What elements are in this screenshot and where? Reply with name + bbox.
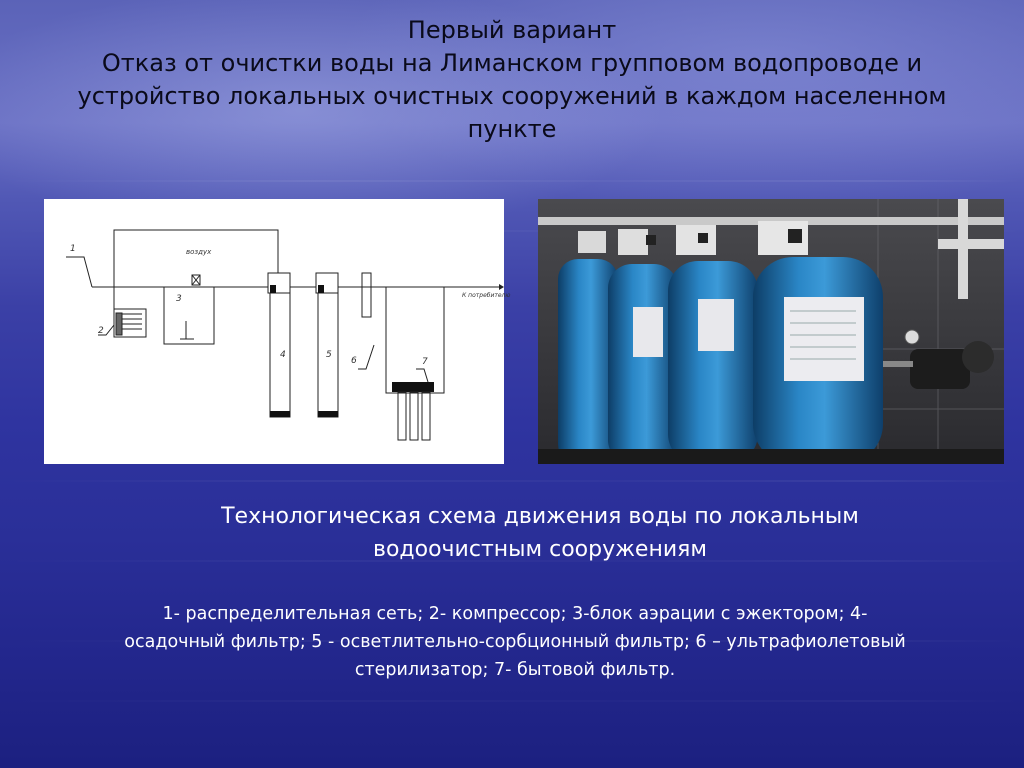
ripple <box>0 700 1024 702</box>
household-filter-line <box>386 287 444 393</box>
title-line-1: Первый вариант <box>407 16 617 44</box>
cartridge-3 <box>422 392 430 440</box>
scheme-caption: Технологическая схема движения воды по локальным водоочистным сооружениям <box>221 504 859 562</box>
tank-3 <box>668 261 758 464</box>
cartridge-1 <box>398 392 406 440</box>
flow-arrow <box>499 284 504 290</box>
scheme-diagram <box>44 199 511 464</box>
scheme-label-5: 5 <box>326 350 332 360</box>
legend-line-2: осадочный фильтр; 5 - осветлительно-сорбционный фильтр; 6 – ультрафиолетовый <box>124 632 906 652</box>
filter-tanks-photo <box>538 199 1004 464</box>
legend-line-3: стерилизатор; 7- бытовой фильтр. <box>354 660 676 680</box>
household-filter-head <box>392 382 434 392</box>
scheme-label-7: 7 <box>422 357 428 367</box>
tank-label-sticker <box>784 297 864 381</box>
leader-7 <box>416 369 428 382</box>
scheme-legend <box>60 600 970 684</box>
ripple <box>0 480 1024 482</box>
tank-2 <box>608 264 678 464</box>
leader-6 <box>358 345 374 369</box>
legend-line-1: 1- распределительная сеть; 2- компрессор; 3-блок аэрации с эжектором; 4- <box>162 604 868 624</box>
leader-1 <box>66 257 92 287</box>
aeration-block <box>164 287 214 344</box>
scheme-label-2: 2 <box>98 326 104 336</box>
scheme-label-4: 4 <box>280 350 286 360</box>
scheme-label-6: 6 <box>351 356 357 366</box>
scheme-label-1: 1 <box>70 244 76 254</box>
cartridge-2 <box>410 392 418 440</box>
uv-sterilizer <box>362 273 371 317</box>
title-line-2: Отказ от очистки воды на Лиманском групповом водопроводе и устройство локальных очистных сооружений в каждом населенном пункте <box>77 49 947 143</box>
outlet-label: К потребителю <box>462 292 511 299</box>
scheme-label-3: 3 <box>176 294 182 304</box>
valve-head <box>578 231 606 253</box>
air-line <box>114 230 278 287</box>
air-label: воздух <box>186 248 212 256</box>
ripple <box>0 180 1024 182</box>
slide-title <box>40 14 984 146</box>
